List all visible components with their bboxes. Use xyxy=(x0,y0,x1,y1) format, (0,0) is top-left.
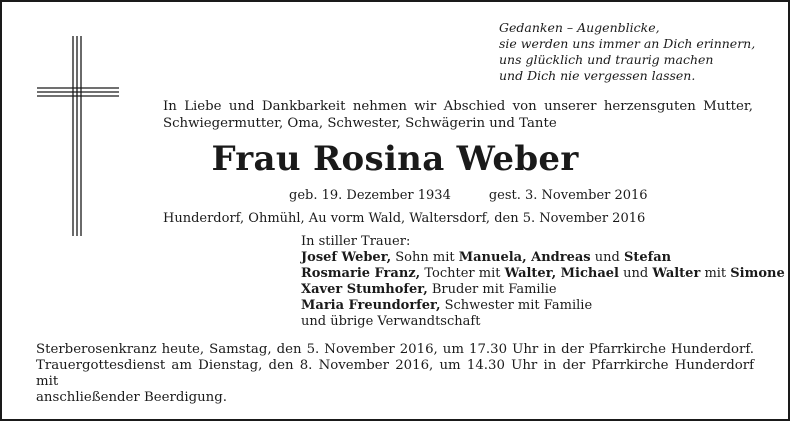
service-line: Sterberosenkranz heute, Samstag, den 5. November 2016, um 17.30 Uhr in der Pfarrkirche Hunderdorf. xyxy=(36,342,754,357)
mourner-line xyxy=(301,266,785,282)
mourner-line xyxy=(301,282,785,298)
life-dates xyxy=(289,188,648,203)
mourner-name: Simone xyxy=(730,266,785,281)
mourner-name: Manuela, Andreas xyxy=(458,250,591,265)
mourner-name: Stefan xyxy=(623,250,672,265)
poem-line: Gedanken – Augenblicke, xyxy=(499,20,660,35)
mourner-line xyxy=(301,314,785,330)
mourner-relation: Bruder mit Familie xyxy=(427,282,557,297)
intro-text: In Liebe und Dankbarkeit nehmen wir Abschied von unserer herzensguten Mutter, Schwiegermutter, Oma, Schwester, Schwägerin und Tante xyxy=(163,99,753,131)
birth-date: geb. 19. Dezember 1934 xyxy=(289,188,451,203)
mourners-list xyxy=(301,234,785,330)
poem-line: uns glücklich und traurig machen xyxy=(499,52,714,67)
mourner-relation: und xyxy=(619,266,653,281)
service-line: Trauergottesdienst am Dienstag, den 8. November 2016, um 14.30 Uhr in der Pfarrkirche Hunderdorf mit xyxy=(36,358,754,389)
mourner-relation: und xyxy=(590,250,624,265)
death-date: gest. 3. November 2016 xyxy=(488,188,648,203)
poem-line: sie werden uns immer an Dich erinnern, xyxy=(499,36,756,51)
mourner-name: Josef Weber, xyxy=(301,250,392,265)
mourner-relation: mit xyxy=(700,266,731,281)
poem-line: und Dich nie vergessen lassen. xyxy=(499,68,696,83)
mourner-relation: Sohn mit xyxy=(391,250,459,265)
mourner-lines xyxy=(301,250,785,330)
mourner-name: Maria Freundorfer, xyxy=(301,298,441,313)
mourner-relation: Schwester mit Familie xyxy=(440,298,593,313)
cross-icon xyxy=(37,36,127,236)
service-line: anschließender Beerdigung. xyxy=(36,390,227,405)
service-info xyxy=(36,342,754,406)
deceased-name: Frau Rosina Weber xyxy=(211,139,579,179)
mourners-heading: In stiller Trauer: xyxy=(301,234,411,249)
mourner-relation: und übrige Verwandtschaft xyxy=(301,314,481,329)
mourner-name: Walter xyxy=(652,266,701,281)
mourner-name: Rosmarie Franz, xyxy=(301,266,421,281)
mourner-line xyxy=(301,298,785,314)
mourner-name: Xaver Stumhofer, xyxy=(301,282,428,297)
memorial-poem xyxy=(499,20,755,84)
mourner-line xyxy=(301,250,785,266)
mourner-name: Walter, Michael xyxy=(504,266,619,281)
mourner-relation: Tochter mit xyxy=(420,266,505,281)
place-and-date: Hunderdorf, Ohmühl, Au vorm Wald, Waltersdorf, den 5. November 2016 xyxy=(163,211,646,226)
